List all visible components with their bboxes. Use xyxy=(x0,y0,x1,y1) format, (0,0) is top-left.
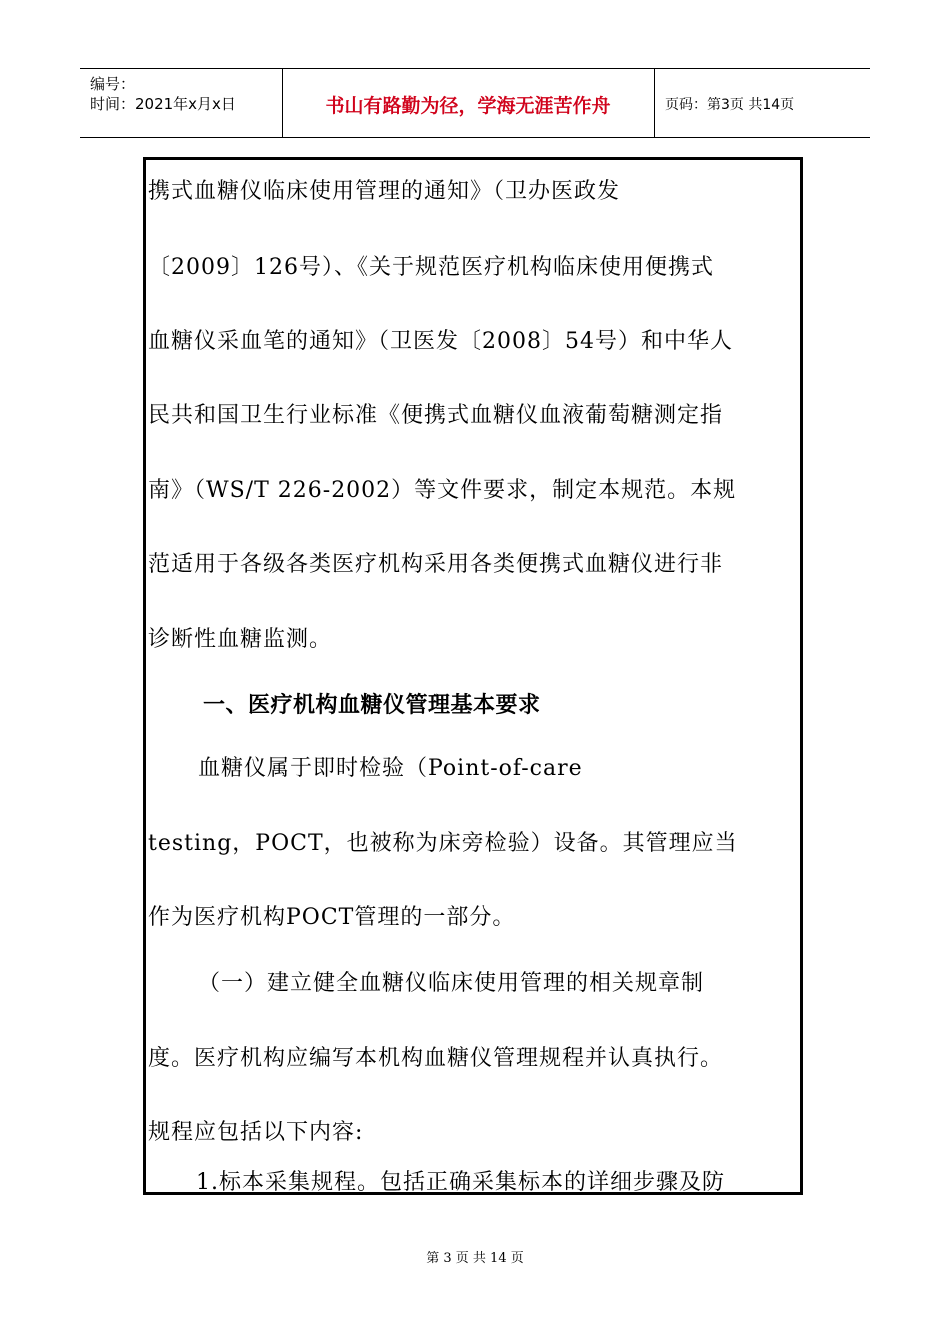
body-line: 民共和国卫生行业标准《便携式血糖仪血液葡萄糖测定指 xyxy=(148,403,724,428)
body-line: 度。医疗机构应编写本机构血糖仪管理规程并认真执行。 xyxy=(148,1046,724,1071)
header-page-cell xyxy=(655,69,870,137)
section-heading: 一、医疗机构血糖仪管理基本要求 xyxy=(203,693,541,718)
body-line: 血糖仪采血笔的通知》（卫医发〔2008〕54号）和中华人 xyxy=(148,329,733,354)
subsection-line: （一）建立健全血糖仪临床使用管理的相关规章制 xyxy=(198,971,705,996)
body-line: testing，POCT，也被称为床旁检验）设备。其管理应当 xyxy=(148,831,738,856)
document-number-label: 编号： xyxy=(90,75,136,93)
body-line: 作为医疗机构POCT管理的一部分。 xyxy=(148,905,516,930)
list-item-line: 1.标本采集规程。包括正确采集标本的详细步骤及防 xyxy=(196,1170,725,1195)
header-motto-cell xyxy=(282,69,655,137)
body-line: 携式血糖仪临床使用管理的通知》（卫办医政发 xyxy=(148,179,621,204)
content-frame xyxy=(143,157,803,1195)
body-line: 南》（WS/T 226-2002）等文件要求，制定本规范。本规 xyxy=(148,478,737,503)
body-line: 〔2009〕126号）、《关于规范医疗机构临床使用便携式 xyxy=(148,255,714,280)
body-line: 范适用于各级各类医疗机构采用各类便携式血糖仪进行非 xyxy=(148,552,724,577)
header-motto: 书山有路勤为径，学海无涯苦作舟 xyxy=(325,95,611,117)
body-line: 规程应包括以下内容: xyxy=(148,1120,364,1145)
body-line: 血糖仪属于即时检验（Point-of-care xyxy=(198,756,583,781)
document-time-label: 时间：2021年x月x日 xyxy=(90,95,236,113)
page-header xyxy=(80,68,870,138)
header-page-number: 页码：第3页 共14页 xyxy=(665,97,795,113)
body-line: 诊断性血糖监测。 xyxy=(148,627,333,652)
page-footer: 第 3 页 共 14 页 xyxy=(426,1251,524,1266)
header-meta-cell xyxy=(80,69,283,137)
